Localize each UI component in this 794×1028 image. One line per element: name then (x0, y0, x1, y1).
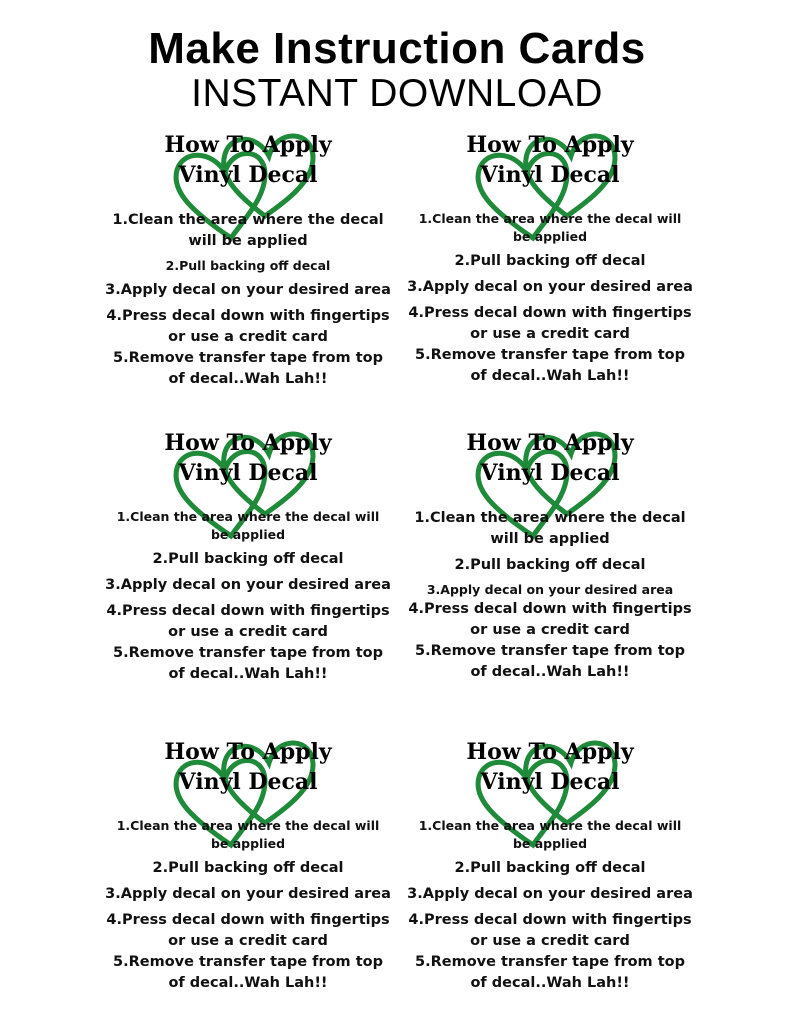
step-4: 4.Press decal down with fingertips or use a credit card (106, 912, 390, 949)
step-4: 4.Press decal down with fingertips or use a credit card (106, 603, 390, 640)
step-1: 1.Clean the area where the decal will be applied (418, 818, 682, 851)
step-4: 4.Press decal down with fingertips or use a credit card (408, 912, 692, 949)
card-heading: How To Apply Vinyl Decal (164, 132, 332, 188)
card-heading: How To Apply Vinyl Decal (466, 132, 634, 188)
page-subtitle: INSTANT DOWNLOAD (191, 72, 603, 115)
steps-list (98, 508, 398, 685)
instruction-card (400, 126, 700, 416)
instruction-card (98, 424, 398, 714)
steps-list (400, 817, 700, 994)
step-3: 3.Apply decal on your desired area (407, 886, 693, 902)
step-3: 3.Apply decal on your desired area (105, 282, 391, 298)
step-5: 5.Remove transfer tape from top of decal..Wah Lah!! (415, 347, 685, 384)
instruction-card (400, 424, 700, 714)
step-2: 2.Pull backing off decal (152, 860, 344, 876)
step-3: 3.Apply decal on your desired area (105, 577, 391, 593)
step-4: 4.Press decal down with fingertips or use a credit card (408, 601, 692, 638)
step-2: 2.Pull backing off decal (454, 253, 646, 269)
step-1: 1.Clean the area where the decal will be applied (418, 211, 682, 244)
card-heading: How To Apply Vinyl Decal (466, 739, 634, 795)
step-5: 5.Remove transfer tape from top of decal..Wah Lah!! (415, 643, 685, 680)
step-4: 4.Press decal down with fingertips or use a credit card (408, 305, 692, 342)
step-3: 3.Apply decal on your desired area (426, 582, 674, 597)
step-3: 3.Apply decal on your desired area (407, 279, 693, 295)
steps-list (98, 210, 398, 390)
step-5: 5.Remove transfer tape from top of decal..Wah Lah!! (113, 350, 383, 387)
step-5: 5.Remove transfer tape from top of decal..Wah Lah!! (113, 645, 383, 682)
step-5: 5.Remove transfer tape from top of decal..Wah Lah!! (415, 954, 685, 991)
step-1: 1.Clean the area where the decal will be applied (116, 818, 380, 851)
step-5: 5.Remove transfer tape from top of decal..Wah Lah!! (113, 954, 383, 991)
step-1: 1.Clean the area where the decal will be applied (112, 212, 384, 249)
step-2: 2.Pull backing off decal (454, 557, 646, 573)
card-heading: How To Apply Vinyl Decal (164, 430, 332, 486)
step-3: 3.Apply decal on your desired area (105, 886, 391, 902)
instruction-card (98, 733, 398, 1023)
step-2: 2.Pull backing off decal (165, 258, 331, 273)
page-header (0, 26, 794, 116)
steps-list (400, 210, 700, 387)
step-4: 4.Press decal down with fingertips or use a credit card (106, 308, 390, 345)
step-1: 1.Clean the area where the decal will be applied (414, 510, 686, 547)
step-1: 1.Clean the area where the decal will be applied (116, 509, 380, 542)
instruction-card (98, 126, 398, 416)
step-2: 2.Pull backing off decal (152, 551, 344, 567)
card-heading: How To Apply Vinyl Decal (164, 739, 332, 795)
step-2: 2.Pull backing off decal (454, 860, 646, 876)
instruction-card (400, 733, 700, 1023)
card-heading: How To Apply Vinyl Decal (466, 430, 634, 486)
page-title: Make Instruction Cards (148, 24, 646, 73)
steps-list (400, 508, 700, 683)
steps-list (98, 817, 398, 994)
